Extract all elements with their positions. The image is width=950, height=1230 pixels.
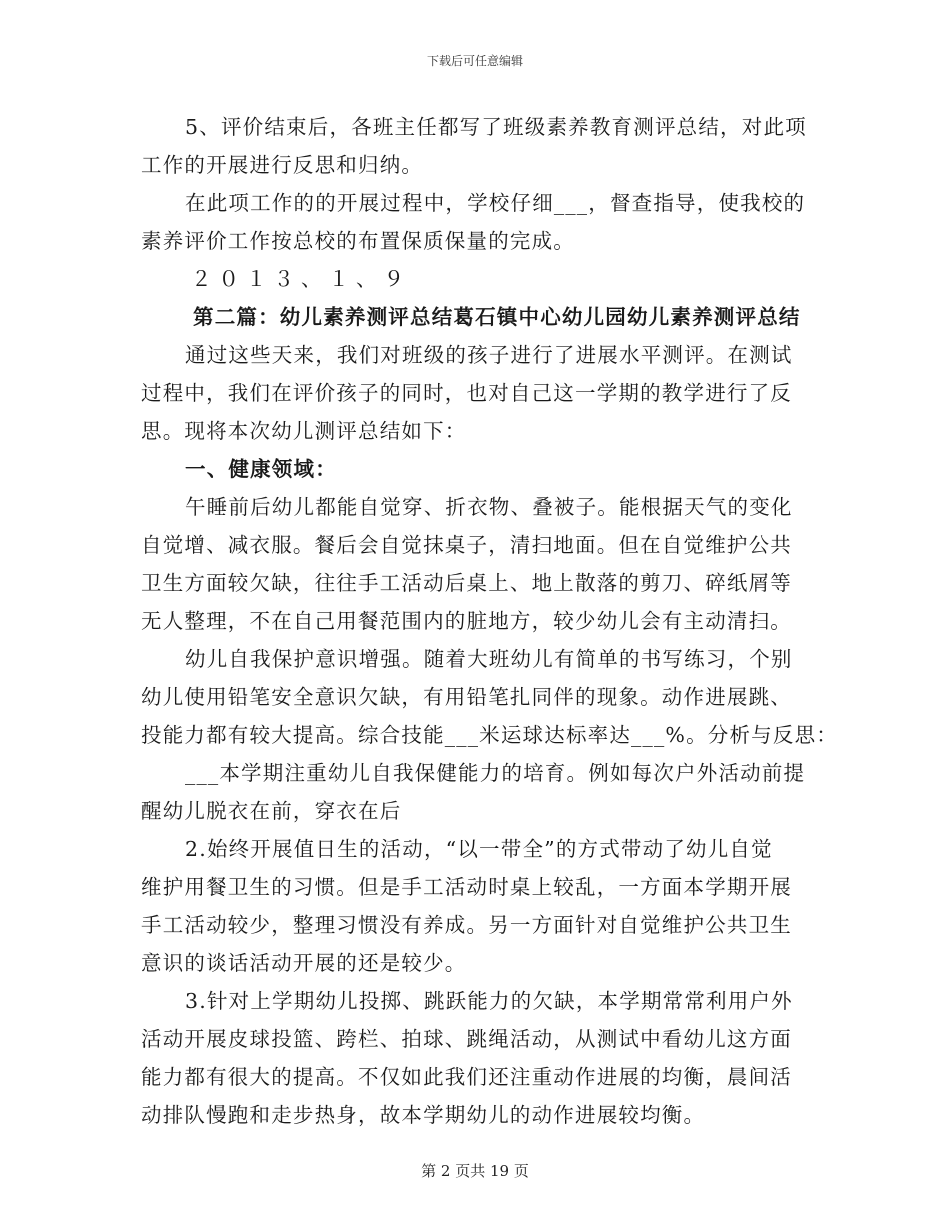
paragraph-line: 午睡前后幼儿都能自觉穿、折衣物、叠被子。能根据天气的变化: [185, 495, 793, 519]
paragraph-line: 醒幼儿脱衣在前，穿衣在后: [141, 799, 402, 823]
paragraph-line: 工作的开展进行反思和归纳。: [141, 153, 424, 177]
paragraph-line: 3.针对上学期幼儿投掷、跳跃能力的欠缺，本学期常常利用户外: [185, 989, 793, 1013]
page-footer: 第 2 页共 19 页: [421, 1162, 529, 1180]
paragraph-line: 通过这些天来，我们对班级的孩子进行了进展水平测评。在测试: [185, 343, 793, 367]
page-header: 下载后可任意编辑: [426, 54, 523, 68]
paragraph-line: 投能力都有较大提高。综合技能___米运球达标率达___%。分析与反思：: [141, 723, 838, 747]
paragraph-line: 在此项工作的的开展过程中，学校仔细___，督查指导，使我校的: [185, 191, 806, 215]
paragraph-line: 5、评价结束后，各班主任都写了班级素养教育测评总结，对此项: [185, 115, 807, 139]
paragraph-line: 能力都有很大的提高。不仅如此我们还注重动作进展的均衡，晨间活: [141, 1065, 792, 1089]
section-title: 第二篇：幼儿素养测评总结葛石镇中心幼儿园幼儿素养测评总结: [193, 305, 801, 329]
paragraph-line: 无人整理，不在自己用餐范围内的脏地方，较少幼儿会有主动清扫。: [141, 609, 792, 633]
paragraph-line: 素养评价工作按总校的布置保质保量的完成。: [141, 229, 575, 253]
paragraph-line: 手工活动较少，整理习惯没有养成。另一方面针对自觉维护公共卫生: [141, 913, 792, 937]
subsection-title: 一、健康领域：: [185, 457, 337, 481]
paragraph-line: 活动开展皮球投篮、跨栏、拍球、跳绳活动，从测试中看幼儿这方面: [141, 1027, 792, 1051]
paragraph-line: 幼儿自我保护意识增强。随着大班幼儿有简单的书写练习，个别: [185, 647, 793, 671]
paragraph-line: 过程中，我们在评价孩子的同时，也对自己这一学期的教学进行了反: [141, 381, 792, 405]
paragraph-line: 自觉增、减衣服。餐后会自觉抹桌子，清扫地面。但在自觉维护公共: [141, 533, 792, 557]
date-line: ２０１３、１、９: [191, 267, 411, 291]
paragraph-line: 幼儿使用铅笔安全意识欠缺，有用铅笔扎同伴的现象。动作进展跳、: [141, 685, 792, 709]
paragraph-line: ___本学期注重幼儿自我保健能力的培育。例如每次户外活动前提: [185, 761, 806, 785]
paragraph-line: 动排队慢跑和走步热身，故本学期幼儿的动作进展较均衡。: [141, 1103, 706, 1127]
paragraph-line: 维护用餐卫生的习惯。但是手工活动时桌上较乱，一方面本学期开展: [141, 875, 792, 899]
paragraph-line: 意识的谈话活动开展的还是较少。: [141, 951, 467, 975]
paragraph-line: 思。现将本次幼儿测评总结如下：: [141, 419, 467, 443]
paragraph-line: 2.始终开展值日生的活动，“以一带全”的方式带动了幼儿自觉: [185, 837, 773, 861]
paragraph-line: 卫生方面较欠缺，往往手工活动后桌上、地上散落的剪刀、碎纸屑等: [141, 571, 792, 595]
document-body: [141, 108, 838, 1134]
